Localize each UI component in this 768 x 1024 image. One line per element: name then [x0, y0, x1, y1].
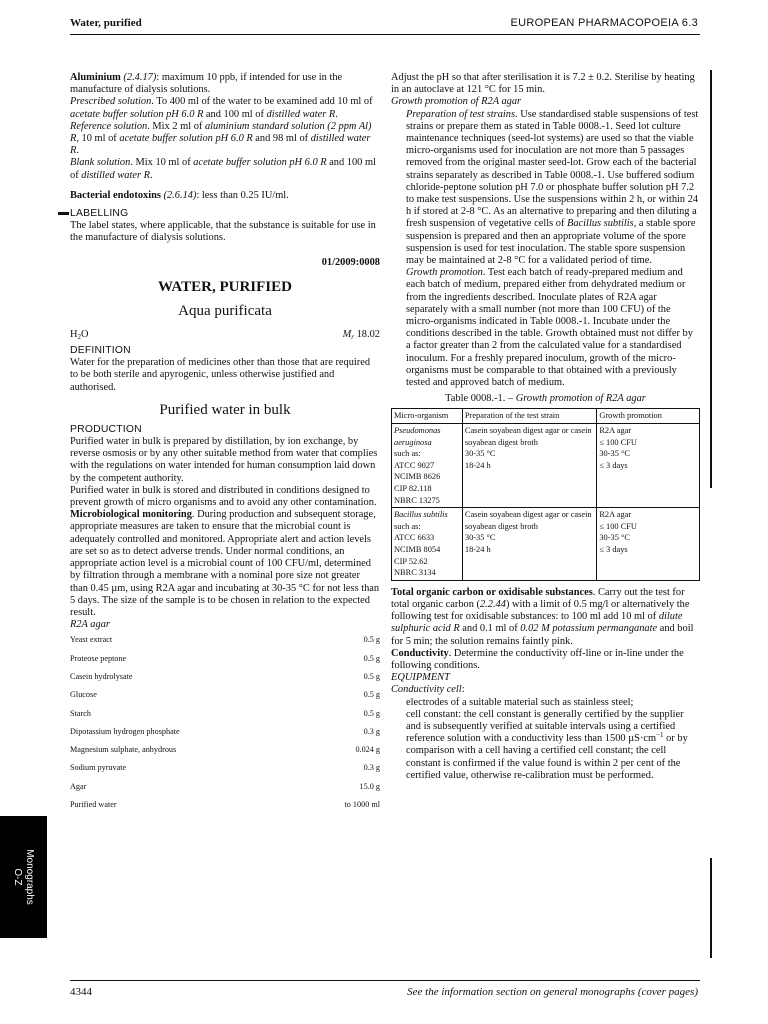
latin-title: Aqua purificata: [178, 302, 272, 319]
table-cell-organism: [392, 424, 463, 508]
toc-text-1: . Carry out the test for total organic carbon (: [391, 586, 685, 610]
reference-text-4: .: [76, 145, 79, 157]
r2a-ingredient-name: Starch: [70, 708, 91, 718]
r2a-ingredient-row: [70, 759, 380, 777]
r2a-ingredient-amount: 0.3 g: [363, 726, 380, 736]
molecular-formula: [70, 329, 89, 341]
blank-text-2: and 100 ml of: [70, 157, 376, 181]
cell-constant-exponent: −1: [656, 731, 664, 740]
table-cell-growth: [597, 508, 700, 581]
thumb-tab-line-1: Monographs: [24, 849, 35, 905]
preparation-organism: Bacillus subtilis: [567, 218, 634, 230]
footer-rule: [70, 980, 700, 981]
r2a-ingredient-amount: 15.0 g: [359, 781, 380, 791]
conductivity-text: . Determine the conductivity off-line or in-line under the following conditions.: [391, 647, 684, 672]
cell-heading-colon: :: [461, 684, 465, 696]
micro-label: Microbiological monitoring: [70, 509, 192, 521]
gp-text: . Test each batch of ready-prepared medium and each batch of medium, prepared either from dehydrated medium or from the ingredients described. Inoculate plates of R2A agar separately with a small number (not more than 100 CFU) of the micro-organisms indicated in Table 0008.-1. Incubate under the conditions described in the table. Growth obtained must not differ by a factor greater than 2 from the calculated value for a standardised inoculum. For a freshly prepared inoculum, growth of the micro-organisms must be comparable to that obtained with a previously tested and approved batch of medium.: [406, 267, 693, 389]
aluminium-text: : maximum 10 ppb, if intended for use in the manufacture of dialysis solutions.: [70, 72, 343, 96]
reference-reagent-2: acetate buffer solution pH 6.0 R: [119, 133, 253, 145]
organism-name: Pseudomonas aeruginosa: [394, 426, 441, 447]
toc-text-3: and 0.1 ml of: [459, 623, 521, 635]
footer-note: See the information section on general monographs (cover pages): [407, 986, 698, 998]
table-caption-number: Table 0008.-1. –: [445, 393, 516, 405]
organism-strain-line: CIP 52.62: [394, 556, 428, 566]
cell-heading: [391, 684, 700, 696]
table-cell-growth: [597, 424, 700, 508]
reference-reagent-1: aluminium standard solution (2 ppm Al) R: [70, 120, 372, 145]
toc-label: Total organic carbon or oxidisable substances: [391, 586, 593, 598]
organism-strain-line: NCIMB 8054: [394, 545, 441, 555]
growth-line: R2A agar: [599, 426, 632, 436]
table-header-row: [392, 409, 700, 424]
aluminium-label: Aluminium: [70, 72, 121, 83]
r2a-ingredient-row: [70, 796, 380, 814]
table-header-cell: Preparation of the test strain: [462, 409, 596, 424]
organism-strain-line: such as:: [394, 449, 421, 459]
r2a-ingredient-row: [70, 631, 380, 649]
r2a-ingredient-list: [70, 631, 380, 814]
labelling-text: The label states, where applicable, that the substance is suitable for use in the manufacture of dialysis solutions.: [70, 220, 376, 244]
reference-text-1: . Mix 2 ml of: [147, 120, 205, 132]
preparation-line: Casein soyabean digest agar or casein soyabean digest broth: [464, 426, 592, 447]
organism-strain-line: NCIMB 8626: [394, 472, 441, 482]
formula-sub: 2: [77, 332, 82, 341]
reference-text-2: , 10 ml of: [76, 133, 120, 145]
r2a-ingredient-row: [70, 705, 380, 723]
aluminium-ref: (2.4.17): [123, 72, 157, 83]
r2a-ingredient-row: [70, 650, 380, 668]
r2a-ingredient-name: Yeast extract: [70, 635, 113, 645]
table-cell-organism: [392, 508, 463, 581]
running-header-title: Water, purified: [70, 17, 142, 29]
page-number: 4344: [70, 986, 92, 998]
prescribed-text-1: . To 400 ml of the water to be examined add 10 ml of: [151, 96, 373, 108]
r2a-ingredient-row: [70, 778, 380, 796]
cell-heading-text: Conductivity cell: [391, 684, 462, 696]
preparation-label: Preparation of test strains: [406, 108, 516, 120]
mr-sub: r: [351, 332, 354, 341]
growth-line: 30-35 °C: [599, 533, 630, 543]
organism-name: Bacillus subtilis: [394, 510, 448, 520]
preparation-line: 18-24 h: [464, 460, 491, 470]
production-heading: PRODUCTION: [70, 423, 142, 435]
r2a-ingredient-name: Magnesium sulphate, anhydrous: [70, 745, 177, 755]
conductivity-label: Conductivity: [391, 647, 449, 659]
blank-reagent-1: acetate buffer solution pH 6.0 R: [193, 157, 327, 169]
left-column: [70, 72, 380, 814]
section-thumb-label: [11, 849, 35, 905]
formula-o: O: [81, 328, 89, 340]
prescribed-text-3: .: [335, 108, 338, 120]
growth-line: ≤ 100 CFU: [599, 437, 637, 447]
monograph-number: 01/2009:0008: [321, 256, 380, 268]
bulk-heading: Purified water in bulk: [159, 401, 291, 418]
production-paragraph-2: Purified water in bulk is stored and distributed in conditions designed to prevent growth of micro organisms and to avoid any other contamination.: [70, 484, 377, 509]
r2a-ingredient-row: [70, 668, 380, 686]
running-header-publication: EUROPEAN PHARMACOPOEIA 6.3: [510, 17, 698, 29]
preparation-text: . Use standardised stable suspensions of test strains or prepare them as stated in Table 0008.-1. Seed lot culture maintenance techniques (seed-lot systems) are used so that the viable micro-organisms used for inoculation are not more than 5 passages removed from the original master seed-lot. Grow each of the bacterial strains separately as described in Table 0008.-1. Use buffered sodium chloride-peptone solution pH 7.0 or phosphate buffer solution pH 7.2 to make test suspensions. Use the suspensions within 2 h, or within 24 h if stored at 2-8 °C. As an alternative to preparing and then diluting a fresh suspension of vegetative cells of: [406, 108, 699, 230]
prescribed-label: Prescribed solution: [70, 96, 152, 108]
organism-strain-line: ATCC 6633: [394, 533, 435, 543]
microbiological-monitoring: [70, 509, 380, 619]
growth-line: ≤ 3 days: [599, 460, 628, 470]
formula-h: H: [70, 328, 78, 340]
change-bar: [710, 858, 712, 958]
table-caption-title: Growth promotion of R2A agar: [515, 393, 646, 405]
table-body: [392, 424, 700, 581]
r2a-ingredient-amount: 0.5 g: [363, 690, 380, 700]
endotoxins-text: : less than 0.25 IU/ml.: [196, 189, 289, 201]
table-cell-preparation: [462, 508, 596, 581]
r2a-heading: R2A agar: [70, 619, 110, 631]
equipment-heading: EQUIPMENT: [391, 672, 450, 684]
micro-text: . During production and subsequent storage, appropriate measures are taken to ensure that the microbial count is adequately controlled and monitored. Appropriate alert and action levels are set so as to detect adverse trends. Under normal conditions, an appropriate action level is a microbial count of 100 CFU/ml, determined by filtration through a membrane with a nominal pore size not greater than 0.45 µm, using R2A agar and incubating at 30-35 °C for not less than 5 days. The size of the sample is to be chosen in relation to the expected result.: [70, 509, 380, 618]
cell-constant-text: cell constant: the cell constant is generally certified by the supplier and is subsequently verified at suitable intervals using a certified reference solution with a conductivity less than 1500 µS·cm: [406, 708, 684, 745]
preparation-text-2: , a stable spore suspension is prepared and then an appropriate volume of the spore suspension is used for test inoculation. The stable spore suspension may be maintained at 2-8 °C for a validated period of time.: [406, 218, 696, 267]
cell-item-electrodes: electrodes of a suitable material such as stainless steel;: [406, 696, 634, 708]
r2a-ingredient-amount: 0.5 g: [363, 653, 380, 663]
organism-strain-line: NBRC 3134: [394, 568, 436, 578]
growth-promotion-table: [391, 408, 700, 580]
right-column: [391, 72, 700, 782]
toc-reagent-1: dilute sulphuric acid R: [391, 611, 683, 635]
preparation-line: Casein soyabean digest agar or casein soyabean digest broth: [464, 510, 592, 531]
blank-solution: [70, 157, 380, 181]
preparation-line: 30-35 °C: [464, 533, 496, 543]
r2a-ingredient-amount: 0.5 g: [363, 671, 380, 681]
thumb-tab-line-2: O-Z: [12, 868, 23, 886]
definition-heading: DEFINITION: [70, 345, 131, 357]
relative-molecular-mass: [343, 329, 380, 341]
section-thumb-tab: [0, 816, 47, 938]
blank-text-1: . Mix 10 ml of: [130, 157, 194, 169]
growth-line: ≤ 3 days: [599, 545, 628, 555]
production-paragraph-1: Purified water in bulk is prepared by distillation, by ion exchange, by reverse osmosis or by any other suitable method from water that complies with the regulations on water intended for human consumption laid down by the competent authority.: [70, 436, 378, 484]
mr-label: M: [342, 328, 352, 340]
r2a-ingredient-name: Casein hydrolysate: [70, 671, 133, 681]
change-mark: [58, 212, 69, 215]
organism-strain-line: such as:: [394, 521, 421, 531]
toc-reagent-2: 0.02 M potassium permanganate: [520, 623, 658, 635]
organism-strain-line: ATCC 9027: [394, 460, 435, 470]
r2a-ingredient-name: Purified water: [70, 800, 117, 810]
r2a-ingredient-name: Sodium pyruvate: [70, 763, 127, 773]
reference-label: Reference solution: [70, 120, 148, 132]
table-header-cell: Growth promotion: [597, 409, 700, 424]
prescribed-reagent-2: distilled water R: [266, 108, 336, 120]
toc-text-4: and boil for 5 min; the solution remains faintly pink.: [391, 623, 694, 647]
r2a-ingredient-name: Proteose peptone: [70, 653, 127, 663]
r2a-ingredient-amount: 0.024 g: [355, 745, 380, 755]
preparation-paragraph: [391, 109, 700, 268]
header-rule: [70, 34, 700, 35]
endotoxins-ref: (2.6.14): [163, 189, 197, 201]
r2a-ingredient-name: Agar: [70, 781, 87, 791]
definition-text: Water for the preparation of medicines other than those that are required to be both sterile and apyrogenic, unless otherwise justified and authorised.: [70, 357, 371, 393]
reference-reagent-3: distilled water R: [70, 133, 371, 157]
conductivity-paragraph: [391, 648, 700, 672]
organism-strain-line: CIP 82.118: [394, 484, 432, 494]
blank-reagent-2: distilled water R: [81, 169, 150, 181]
growth-line: ≤ 100 CFU: [599, 521, 637, 531]
growth-promotion-heading: Growth promotion of R2A agar: [391, 96, 522, 108]
table-caption: [391, 393, 700, 405]
preparation-line: 18-24 h: [464, 545, 491, 555]
r2a-ingredient-amount: to 1000 ml: [344, 800, 380, 810]
r2a-ingredient-amount: 0.5 g: [363, 635, 380, 645]
reference-solution: [70, 121, 380, 158]
prescribed-reagent-1: acetate buffer solution pH 6.0 R: [70, 108, 204, 120]
r2a-ingredient-name: Glucose: [70, 690, 97, 700]
r2a-ingredient-row: [70, 686, 380, 704]
r2a-ingredient-amount: 0.5 g: [363, 708, 380, 718]
r2a-ingredient-row: [70, 741, 380, 759]
endotoxins-paragraph: [70, 190, 380, 202]
aluminium-paragraph: [70, 72, 380, 96]
cell-item-constant: [391, 709, 700, 782]
endotoxins-label: Bacterial endotoxins: [70, 189, 161, 201]
table-row: [392, 508, 700, 581]
growth-promotion-paragraph: [391, 267, 700, 389]
monograph-title: WATER, PURIFIED: [158, 278, 292, 295]
cell-constant-text-2: or by comparison with a cell having a certified cell constant; the cell constant is confirmed if the value found is within 2 per cent of the certified value, otherwise re-calibration must be performed.: [406, 733, 688, 781]
r2a-ingredient-row: [70, 723, 380, 741]
blank-label: Blank solution: [70, 157, 131, 169]
table-row: [392, 424, 700, 508]
blank-text-3: .: [149, 169, 153, 181]
mr-value: 18.02: [356, 328, 380, 340]
toc-paragraph: [391, 587, 700, 648]
growth-line: R2A agar: [599, 510, 632, 520]
reference-text-3: and 98 ml of: [252, 133, 311, 145]
ph-paragraph: Adjust the pH so that after sterilisation it is 7.2 ± 0.2. Sterilise by heating in an autoclave at 121 °C for 15 min.: [391, 72, 695, 96]
r2a-ingredient-name: Dipotassium hydrogen phosphate: [70, 726, 180, 736]
labelling-heading: LABELLING: [70, 208, 129, 220]
r2a-ingredient-amount: 0.3 g: [363, 763, 380, 773]
toc-ref: 2.2.44: [479, 599, 506, 610]
toc-text-2: ) with a limit of 0.5 mg/l or alternatively the following test for oxidisable substances: to 100 ml add 10 ml of: [391, 599, 690, 623]
change-bar: [710, 70, 712, 488]
preparation-line: 30-35 °C: [464, 449, 496, 459]
table-cell-preparation: [462, 424, 596, 508]
gp-label: Growth promotion: [406, 267, 483, 279]
growth-line: 30-35 °C: [599, 449, 630, 459]
prescribed-text-2: and 100 ml of: [203, 108, 267, 120]
organism-strain-line: NBRC 13275: [394, 495, 440, 505]
prescribed-solution: [70, 96, 380, 120]
table-header-cell: Micro-organism: [392, 409, 463, 424]
formula-row: [70, 329, 380, 341]
